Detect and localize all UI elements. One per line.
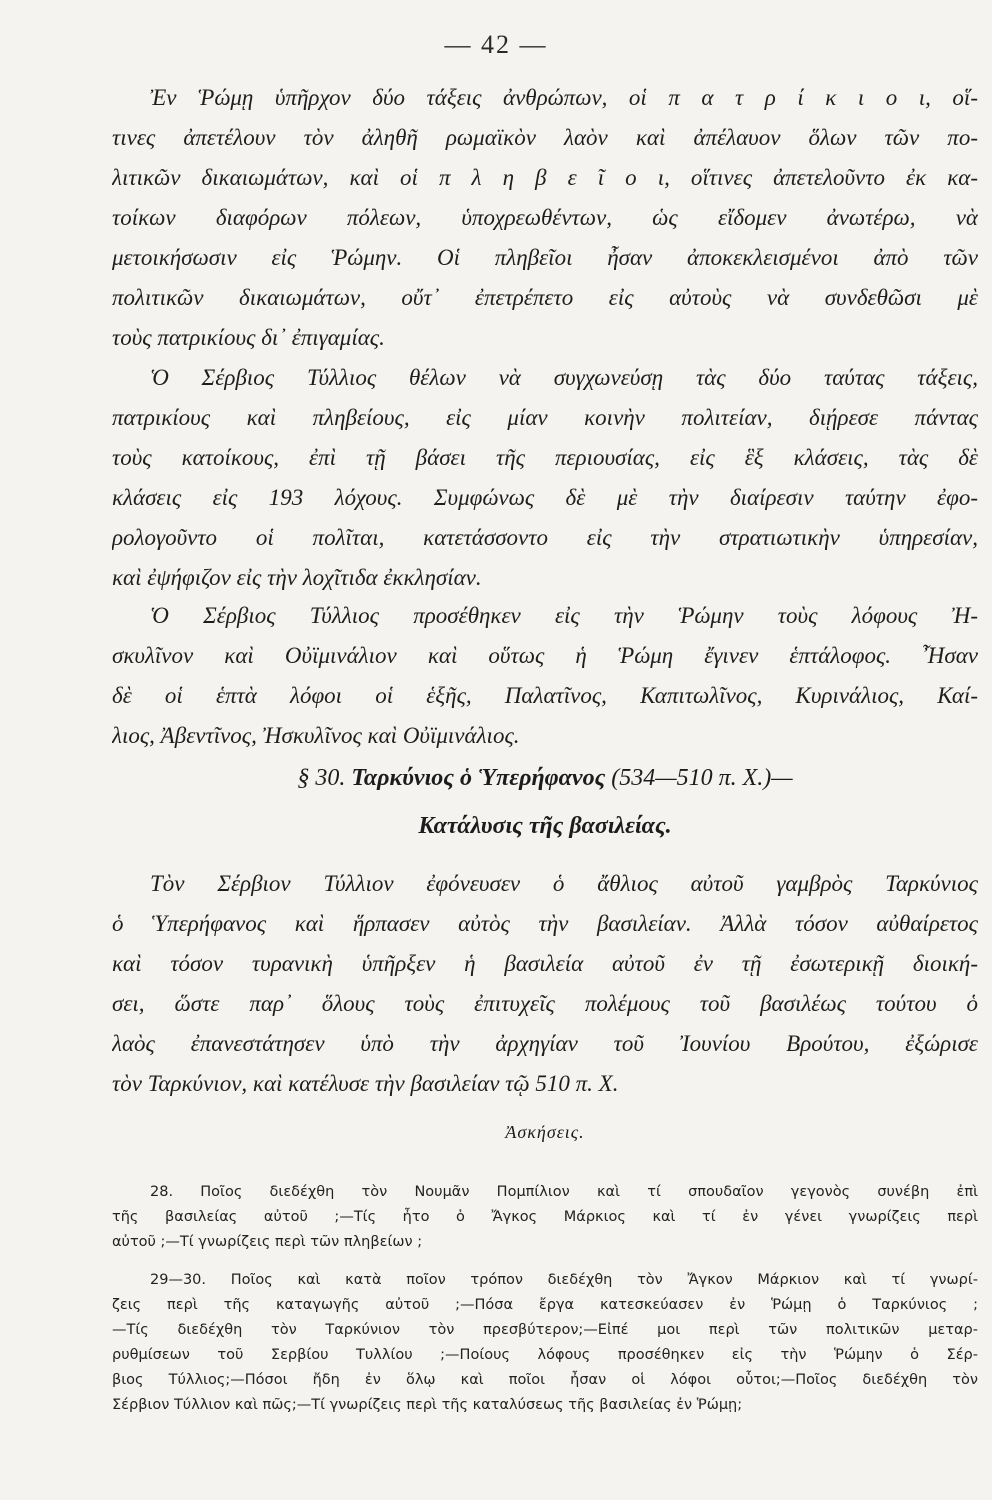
text-line: λιτικῶν δικαιωμάτων, καὶ οἱ π λ η β ε ῖ ο ι, οἵτινες ἀπετελοῦντο ἐκ κα- (112, 165, 978, 190)
text-line: τὸν Ταρκύνιον, καὶ κατέλυσε τὴν βασιλείαν τῷ 510 π. Χ. (112, 1071, 619, 1096)
text-line: τινες ἀπετέλουν τὸν ἀληθῆ ρωμαϊκὸν λαὸν καὶ ἀπέλαυον ὅλων τῶν πο- (112, 125, 978, 150)
exercises-title: Ἀσκήσεις. (505, 1122, 585, 1142)
text-line: μετοικήσωσιν εἰς Ῥώμην. Οἱ πληβεῖοι ἦσαν ἀποκεκλεισμένοι ἀπὸ τῶν (112, 245, 978, 270)
exercise-line: Σέρβιον Τύλλιον καὶ πῶς;—Τί γνωρίζεις περὶ τῆς καταλύσεως τῆς βασιλείας ἐν Ῥώμῃ; (112, 1397, 743, 1413)
text-line: λιος, Ἀβεντῖνος, Ἠσκυλῖνος καὶ Οὐϊμινάλιος. (112, 723, 520, 748)
exercise-28 (112, 1180, 978, 1255)
exercise-line: ρυθμίσεων τοῦ Σερβίου Τυλλίου ;—Ποίους λόφους προσέθηκεν εἰς τὴν Ῥώμην ὁ Σέρ- (112, 1347, 978, 1363)
section-subtitle: Κατάλυσις τῆς βασιλείας. (418, 813, 672, 839)
paragraph-tarquin (112, 864, 978, 1104)
text-line: τοίκων διαφόρων πόλεων, ὑποχρεωθέντων, ὡς εἴδομεν ἀνωτέρω, νὰ (112, 205, 978, 230)
text-line: πολιτικῶν δικαιωμάτων, οὔτ᾽ ἐπετρέπετο εἰς αὐτοὺς νὰ συνδεθῶσι μὲ (112, 285, 978, 310)
text-line: κλάσεις εἰς 193 λόχους. Συμφώνως δὲ μὲ τὴν διαίρεσιν ταύτην ἐφο- (112, 485, 978, 510)
paragraph-patricians-plebeians (112, 78, 978, 358)
text-line: δὲ οἱ ἑπτὰ λόφοι οἱ ἑξῆς, Παλατῖνος, Καπιτωλῖνος, Κυρινάλιος, Καί- (112, 683, 978, 708)
exercise-29-30 (112, 1268, 978, 1418)
text-line: ρολογοῦντο οἱ πολῖται, κατετάσσοντο εἰς τὴν στρατιωτικὴν ὑπηρεσίαν, (112, 525, 978, 550)
exercise-line: 28. Ποῖος διεδέχθη τὸν Νουμᾶν Πομπίλιον καὶ τί σπουδαῖον γεγονὸς συνέβη ἐπὶ (150, 1184, 978, 1200)
text-line: τοὺς πατρικίους δι᾽ ἐπιγαμίας. (112, 325, 385, 350)
section-title: Ταρκύνιος ὁ Ὑπερήφανος (351, 765, 606, 791)
text-line: Τὸν Σέρβιον Τύλλιον ἐφόνευσεν ὁ ἄθλιος αὐτοῦ γαμβρὸς Ταρκύνιος (150, 871, 978, 896)
section-heading (112, 758, 978, 798)
text-line: Ὁ Σέρβιος Τύλλιος θέλων νὰ συγχωνεύσῃ τὰς δύο ταύτας τάξεις, (150, 365, 978, 390)
text-line: Ἐν Ῥώμῃ ὑπῆρχον δύο τάξεις ἀνθρώπων, οἱ π α τ ρ ί κ ι ο ι, οἵ- (150, 85, 978, 110)
section-dates: (534—510 π. Χ.)— (611, 765, 793, 791)
text-line: τοὺς κατοίκους, ἐπὶ τῇ βάσει τῆς περιουσίας, εἰς ἓξ κλάσεις, τὰς δὲ (112, 445, 978, 470)
exercise-line: —Τίς διεδέχθη τὸν Ταρκύνιον τὸν πρεσβύτερον;—Εἰπέ μοι περὶ τῶν πολιτικῶν μεταρ- (112, 1322, 978, 1338)
exercise-line: 29—30. Ποῖος καὶ κατὰ ποῖον τρόπον διεδέχθη τὸν Ἄγκον Μάρκιον καὶ τί γνωρί- (150, 1272, 978, 1288)
text-line: σει, ὥστε παρ᾽ ὅλους τοὺς ἐπιτυχεῖς πολέμους τοῦ βασιλέως τούτου ὁ (112, 991, 978, 1016)
section-number: § 30. (297, 765, 346, 791)
paragraph-seven-hills (112, 596, 978, 756)
text-line: ὁ Ὑπερήφανος καὶ ἥρπασεν αὐτὸς τὴν βασιλείαν. Ἀλλὰ τόσον αὐθαίρετος (112, 911, 978, 936)
text-line: Ὁ Σέρβιος Τύλλιος προσέθηκεν εἰς τὴν Ῥώμην τοὺς λόφους Ἠ- (150, 603, 978, 628)
exercise-line: τῆς βασιλείας αὐτοῦ ;—Τίς ἦτο ὁ Ἄγκος Μάρκιος καὶ τί ἐν γένει γνωρίζεις περὶ (112, 1209, 978, 1225)
text-line: σκυλῖνον καὶ Οὐϊμινάλιον καὶ οὕτως ἡ Ῥώμη ἔγινεν ἑπτάλοφος. Ἦσαν (112, 643, 978, 668)
paragraph-servius-reforms (112, 358, 978, 598)
text-line: πατρικίους καὶ πληβείους, εἰς μίαν κοινὴν πολιτείαν, διῄρεσε πάντας (112, 405, 978, 430)
exercise-line: βιος Τύλλιος;—Πόσοι ἤδη ἐν ὅλῳ καὶ ποῖοι ἦσαν οἱ λόφοι οὗτοι;—Ποῖος διεδέχθη τὸν (112, 1372, 978, 1388)
exercise-line: αὐτοῦ ;—Τί γνωρίζεις περὶ τῶν πληβείων ; (112, 1234, 423, 1250)
page-number: — 42 — (444, 30, 548, 59)
exercise-line: ζεις περὶ τῆς καταγωγῆς αὐτοῦ ;—Πόσα ἔργα κατεσκεύασεν ἐν Ῥώμῃ ὁ Ταρκύνιος ; (112, 1297, 978, 1313)
text-line: λαὸς ἐπανεστάτησεν ὑπὸ τὴν ἀρχηγίαν τοῦ Ἰουνίου Βρούτου, ἐξώρισε (112, 1031, 978, 1056)
text-line: καὶ ἐψήφιζον εἰς τὴν λοχῖτιδα ἐκκλησίαν. (112, 565, 482, 590)
text-line: καὶ τόσον τυρανικὴ ὑπῆρξεν ἡ βασιλεία αὐτοῦ ἐν τῇ ἐσωτερικῇ διοική- (112, 951, 978, 976)
